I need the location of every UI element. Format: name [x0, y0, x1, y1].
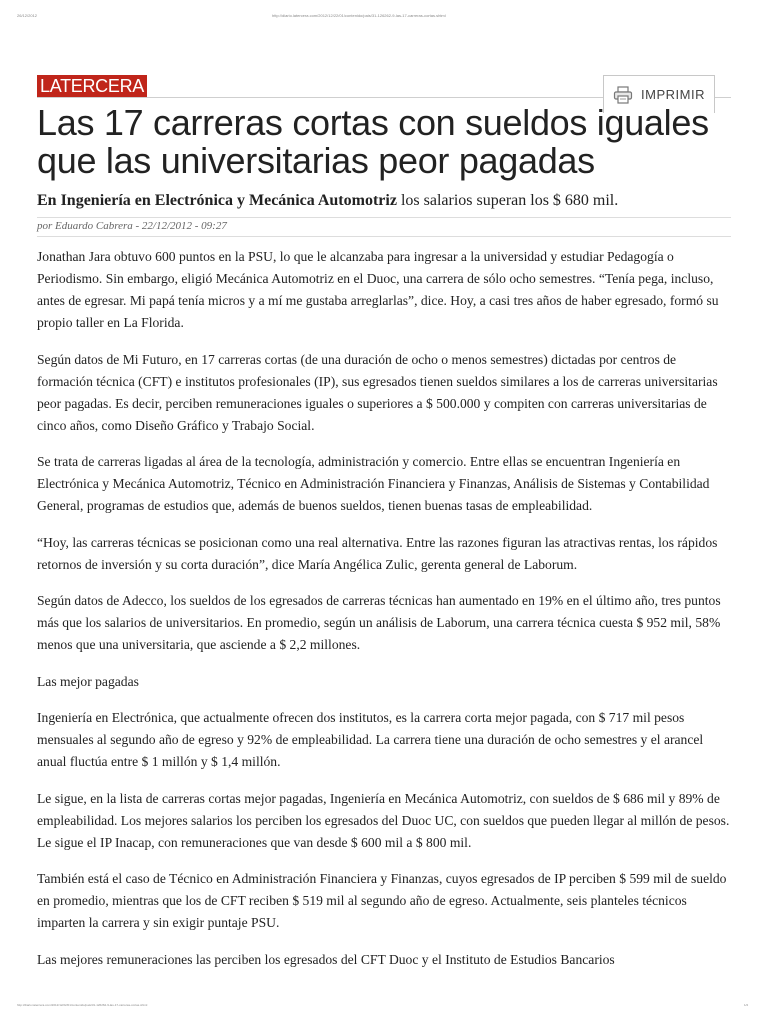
footer-url: http://diario.latercera.com/2012/12/22/01/contenido/pais/31-126262-9-las-17-carreras-cortas.shtml — [17, 1003, 148, 1007]
article-body — [37, 246, 734, 985]
byline-divider — [37, 236, 731, 237]
article-headline: Las 17 carreras cortas con sueldos iguales que las universitarias peor pagadas — [37, 102, 709, 181]
subtitle-divider — [37, 217, 731, 218]
article-paragraph: Las mejores remuneraciones las perciben los egresados del CFT Duoc y el Instituto de Estudios Bancarios — [37, 951, 615, 967]
print-button-label: IMPRIMIR — [641, 87, 705, 102]
article-byline: por Eduardo Cabrera - 22/12/2012 - 09:27 — [37, 220, 227, 232]
subtitle-bold: En Ingeniería en Electrónica y Mecánica Automotriz — [37, 192, 397, 209]
article-paragraph: Según datos de Mi Futuro, en 17 carreras cortas (de una duración de ocho o menos semestres) dictadas por centros de formación técnica (CFT) e institutos profesionales (IP), sus egresados tienen sueldos similares a los de carreras universitarias peor pagadas. Es decir, perciben remuneraciones iguales o superiores a $ 500.000 y compiten con carreras universitarias de cinco años, como Diseño Gráfico y Trabajo Social. — [37, 351, 718, 433]
article-paragraph: Le sigue, en la lista de carreras cortas mejor pagadas, Ingeniería en Mecánica Automotriz, con sueldos de $ 686 mil y 89% de empleabilidad. Los mejores salarios los perciben los egresados del Duoc UC, con sueldos que pueden llegar al millón de pesos. Le sigue el IP Inacap, con remuneraciones que van desde $ 600 mil a $ 800 mil. — [37, 790, 730, 850]
article-paragraph: También está el caso de Técnico en Administración Financiera y Finanzas, cuyos egresados de IP perciben $ 599 mil de sueldo en promedio, mientras que los de CFT reciben $ 519 mil al segundo año de egreso. Actualmente, seis planteles técnicos imparten la carrera y sin exigir puntaje PSU. — [37, 871, 727, 930]
page-number: 1/2 — [744, 1003, 749, 1007]
article-paragraph: Según datos de Adecco, los sueldos de los egresados de carreras técnicas han aumentado en 19% en el último año, tres puntos más que los salarios de universitarios. En promedio, según un análisis de Laborum, una carrera técnica cuesta $ 952 mil, 58% menos que una universitaria, que asciende a $ 2,2 millones. — [37, 593, 721, 652]
article-subtitle — [37, 190, 737, 212]
site-logo[interactable]: LATERCERA — [37, 75, 147, 97]
article-paragraph: Jonathan Jara obtuvo 600 puntos en la PSU, lo que le alcanzaba para ingresar a la universidad y estudiar Pedagogía o Periodismo. Sin embargo, eligió Mecánica Automotriz en el Duoc, una carrera de sólo ocho semestres. “Tenía pega, incluso, antes de egresar. Mi papá tenía micros y a mí me gustaba arreglarlas”, dice. Hoy, a casi tres años de haber egresado, formó su propio taller en La Florida. — [37, 249, 719, 330]
article-paragraph: Se trata de carreras ligadas al área de la tecnología, administración y comercio. Entre ellas se encuentran Ingeniería en Electrónica y Mecánica Automotriz, Técnico en Administración Financiera y Finanzas, Análisis de Sistemas y Contabilidad General, programas de estudios que, además de buenos sueldos, tienen buenas tasas de empleabilidad. — [37, 454, 710, 513]
print-header — [0, 13, 768, 21]
section-heading: Las mejor pagadas — [37, 673, 139, 689]
print-url: http://diario.latercera.com/2012/12/22/01/contenido/pais/31-126262-9-las-17-carreras-cortas.shtml — [272, 13, 446, 18]
article-paragraph: Ingeniería en Electrónica, que actualmente ofrecen dos institutos, es la carrera corta mejor pagada, con $ 717 mil pesos mensuales al segundo año de egreso y 92% de empleabilidad. La carrera tiene una duración de ocho semestres y el arancel anual fluctúa entre $ 1 millón y $ 1,4 millón. — [37, 710, 704, 769]
print-date: 26/12/2012 — [17, 13, 38, 18]
article-paragraph: “Hoy, las carreras técnicas se posicionan como una real alternativa. Entre las razones figuran las atractivas rentas, los rápidos retornos de inversión y su corta duración”, dice María Angélica Zulic, gerenta general de Laborum. — [37, 534, 718, 572]
subtitle-rest: los salarios superan los $ 680 mil. — [396, 192, 619, 209]
print-footer — [0, 1003, 768, 1009]
printer-icon — [613, 86, 633, 104]
